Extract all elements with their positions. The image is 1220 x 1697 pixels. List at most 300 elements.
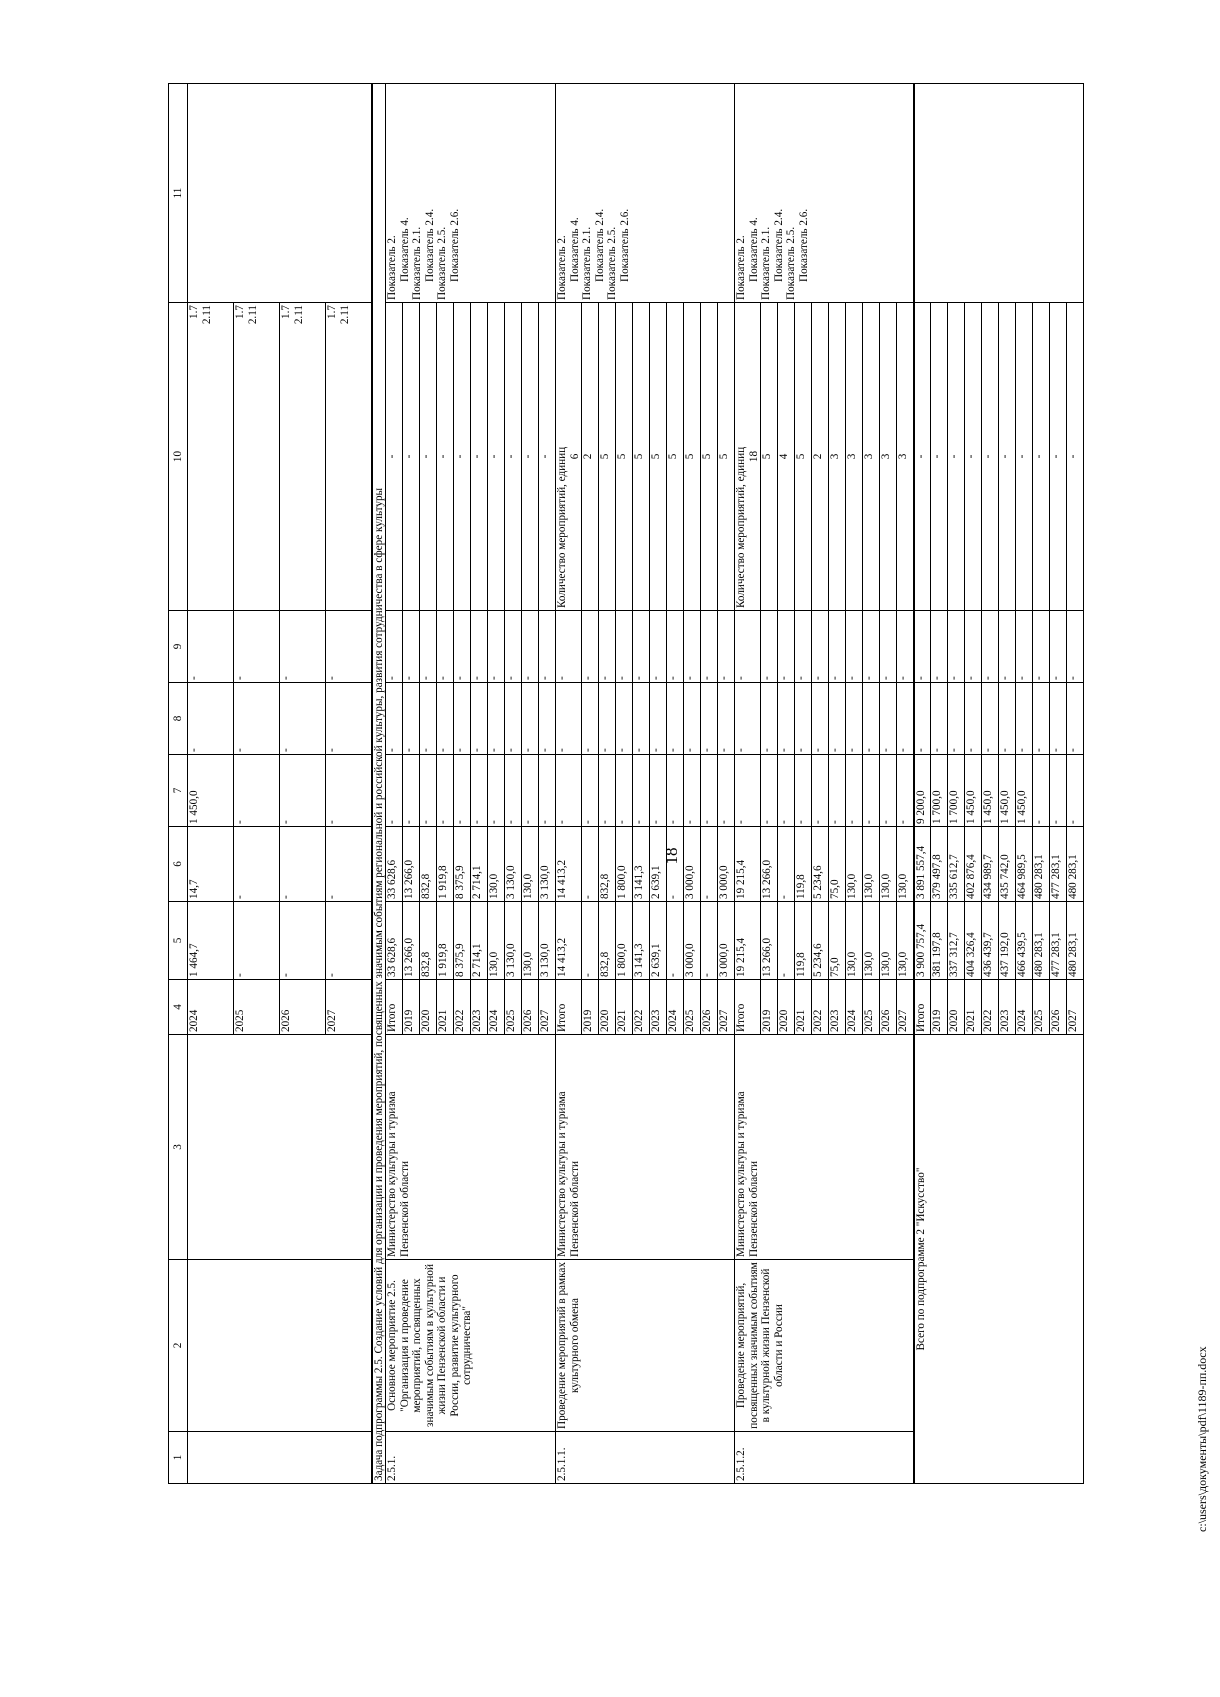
regional-budget-cell: 402 876,4 <box>965 827 982 902</box>
total-cell: 3 000,0 <box>684 902 701 980</box>
other-sources-cell: - <box>965 611 982 683</box>
other-sources-cell: - <box>684 611 701 683</box>
executor-name: Министерство культуры и туризма Пензенской области <box>386 1035 556 1260</box>
indicator-value-cell: 5 <box>633 303 650 611</box>
activity-name: Основное мероприятие 2.5. "Организация и проведение мероприятий, посвященных значимым событиям в культурной жизни Пензенской области и России, развитие культурного сотрудничества" <box>386 1260 556 1432</box>
total-cell: 404 326,4 <box>965 902 982 980</box>
regional-budget-cell: 2 714,1 <box>471 827 488 902</box>
indicator-value-cell: - <box>1033 303 1050 611</box>
other-sources-cell: - <box>1016 611 1033 683</box>
regional-budget-cell: - <box>326 827 372 902</box>
municipal-budget-cell: - <box>1033 683 1050 755</box>
year-cell: 2026 <box>522 980 539 1035</box>
total-cell: 480 283,1 <box>1033 902 1050 980</box>
municipal-budget-cell: - <box>505 683 522 755</box>
federal-budget-cell: - <box>761 755 778 827</box>
municipal-budget-cell: - <box>188 683 234 755</box>
year-cell: 2023 <box>471 980 488 1035</box>
municipal-budget-cell: - <box>386 683 403 755</box>
regional-budget-cell: - <box>280 827 326 902</box>
federal-budget-cell: 1 700,0 <box>948 755 965 827</box>
regional-budget-cell: 335 612,7 <box>948 827 965 902</box>
indicator-value-cell <box>280 303 326 611</box>
page-number: 18 <box>662 847 681 865</box>
municipal-budget-cell: - <box>914 683 931 755</box>
indicator-list-item: Показатель 2.6. <box>618 208 631 282</box>
indicator-list-item: Показатель 2.6. <box>448 208 461 282</box>
indicator-value-cell <box>188 303 234 611</box>
regional-budget-cell: 480 283,1 <box>1033 827 1050 902</box>
year-cell: 2019 <box>761 980 778 1035</box>
federal-budget-cell: 9 200,0 <box>914 755 931 827</box>
regional-budget-cell: 119,8 <box>795 827 812 902</box>
indicator-value-cell: 3 <box>863 303 880 611</box>
other-sources-cell: - <box>386 611 403 683</box>
regional-budget-cell: 5 234,6 <box>812 827 829 902</box>
municipal-budget-cell: - <box>539 683 556 755</box>
year-cell: Итого <box>386 980 403 1035</box>
other-sources-cell: - <box>505 611 522 683</box>
total-cell: 2 714,1 <box>471 902 488 980</box>
total-cell: 2 639,1 <box>650 902 667 980</box>
federal-budget-cell: - <box>633 755 650 827</box>
year-cell: 2022 <box>454 980 471 1035</box>
task-title: Задача подпрограммы 2.5. Создание условий для организации и проведения мероприятий, посвященных значимым событиям региональной и российской культуры, развития сотрудничества в сфере культуры <box>372 84 386 1484</box>
indicator-value-cell: - <box>471 303 488 611</box>
federal-budget-cell: - <box>437 755 454 827</box>
indicator-value-cell: - <box>982 303 999 611</box>
year-cell: 2020 <box>420 980 437 1035</box>
indicator-value-cell: 2 <box>582 303 599 611</box>
year-cell: 2022 <box>812 980 829 1035</box>
federal-budget-cell: - <box>778 755 795 827</box>
indicator-value-cell: - <box>522 303 539 611</box>
other-sources-cell: - <box>616 611 633 683</box>
municipal-budget-cell: - <box>280 683 326 755</box>
total-cell: - <box>234 902 280 980</box>
municipal-budget-cell: - <box>234 683 280 755</box>
other-sources-cell: - <box>1050 611 1067 683</box>
continuation-cell-3 <box>188 1035 372 1260</box>
total-cell: 1 464,7 <box>188 902 234 980</box>
executor-name: Министерство культуры и туризма Пензенской области <box>556 1035 735 1260</box>
other-sources-cell: - <box>812 611 829 683</box>
year-cell: 2022 <box>982 980 999 1035</box>
regional-budget-cell: 33 628,6 <box>386 827 403 902</box>
total-cell: 19 215,4 <box>735 902 761 980</box>
municipal-budget-cell: - <box>454 683 471 755</box>
total-cell: 1 800,0 <box>616 902 633 980</box>
regional-budget-cell: 130,0 <box>522 827 539 902</box>
municipal-budget-cell: - <box>795 683 812 755</box>
other-sources-cell: - <box>914 611 931 683</box>
indicator-ref: 2.11 <box>292 305 305 325</box>
regional-budget-cell: - <box>667 827 684 902</box>
total-cell: 130,0 <box>880 902 897 980</box>
federal-budget-cell: - <box>616 755 633 827</box>
indicator-value-cell: 5 <box>667 303 684 611</box>
indicator-value-cell: 5 <box>650 303 667 611</box>
year-cell: 2019 <box>582 980 599 1035</box>
indicator-list-item: Показатель 4. <box>747 217 760 282</box>
activity-code: 2.5.1. <box>386 1432 556 1484</box>
municipal-budget-cell: - <box>488 683 505 755</box>
total-cell: 130,0 <box>897 902 914 980</box>
other-sources-cell: - <box>437 611 454 683</box>
year-cell: 2021 <box>795 980 812 1035</box>
header-cell-3: 3 <box>169 1035 188 1260</box>
municipal-budget-cell: - <box>1067 683 1084 755</box>
municipal-budget-cell: - <box>761 683 778 755</box>
total-cell: - <box>280 902 326 980</box>
indicator-value: 6 <box>568 453 581 460</box>
indicator-value-cell: - <box>1050 303 1067 611</box>
federal-budget-cell: - <box>735 755 761 827</box>
indicator-value-cell: - <box>999 303 1016 611</box>
year-cell: 2023 <box>650 980 667 1035</box>
total-cell: 5 234,6 <box>812 902 829 980</box>
federal-budget-cell: - <box>667 755 684 827</box>
regional-budget-cell: - <box>701 827 718 902</box>
municipal-budget-cell: - <box>948 683 965 755</box>
total-cell: 130,0 <box>846 902 863 980</box>
year-cell: 2020 <box>599 980 616 1035</box>
year-cell: 2022 <box>633 980 650 1035</box>
year-cell: 2024 <box>188 980 234 1035</box>
regional-budget-cell: 130,0 <box>863 827 880 902</box>
regional-budget-cell: 3 130,0 <box>539 827 556 902</box>
municipal-budget-cell: - <box>880 683 897 755</box>
federal-budget-cell: - <box>897 755 914 827</box>
federal-budget-cell: - <box>795 755 812 827</box>
year-cell: 2021 <box>437 980 454 1035</box>
total-cell: 119,8 <box>795 902 812 980</box>
regional-budget-cell: 3 130,0 <box>505 827 522 902</box>
regional-budget-cell: 2 639,1 <box>650 827 667 902</box>
total-cell: 8 375,9 <box>454 902 471 980</box>
regional-budget-cell: 3 891 557,4 <box>914 827 931 902</box>
regional-budget-cell: 464 989,5 <box>1016 827 1033 902</box>
federal-budget-cell: - <box>684 755 701 827</box>
municipal-budget-cell: - <box>778 683 795 755</box>
regional-budget-cell: 14 413,2 <box>556 827 582 902</box>
indicator-value-cell <box>326 303 372 611</box>
municipal-budget-cell: - <box>812 683 829 755</box>
other-sources-cell: - <box>829 611 846 683</box>
table-row <box>914 84 931 1484</box>
municipal-budget-cell: - <box>684 683 701 755</box>
municipal-budget-cell: - <box>471 683 488 755</box>
indicator-list-item: Показатель 2.4. <box>772 208 785 282</box>
indicator-value-cell: - <box>965 303 982 611</box>
other-sources-cell: - <box>420 611 437 683</box>
regional-budget-cell: 1 800,0 <box>616 827 633 902</box>
indicator-list-cell <box>914 84 1084 303</box>
other-sources-cell: - <box>188 611 234 683</box>
federal-budget-cell: - <box>718 755 735 827</box>
table-row <box>556 84 582 1484</box>
federal-budget-cell: - <box>812 755 829 827</box>
year-cell: 2020 <box>778 980 795 1035</box>
indicator-ref: 2.11 <box>246 305 259 325</box>
municipal-budget-cell: - <box>701 683 718 755</box>
indicator-list-item: Показатель 2. <box>386 235 399 300</box>
municipal-budget-cell: - <box>522 683 539 755</box>
federal-budget-cell: - <box>539 755 556 827</box>
municipal-budget-cell: - <box>999 683 1016 755</box>
municipal-budget-cell: - <box>931 683 948 755</box>
municipal-budget-cell: - <box>420 683 437 755</box>
federal-budget-cell: - <box>863 755 880 827</box>
total-cell: 130,0 <box>863 902 880 980</box>
other-sources-cell: - <box>931 611 948 683</box>
total-cell: 130,0 <box>522 902 539 980</box>
indicator-value-cell: 5 <box>616 303 633 611</box>
other-sources-cell: - <box>667 611 684 683</box>
federal-budget-cell: - <box>582 755 599 827</box>
regional-budget-cell: 13 266,0 <box>761 827 778 902</box>
regional-budget-cell: - <box>778 827 795 902</box>
other-sources-cell: - <box>948 611 965 683</box>
indicator-list-item: Показатель 2.6. <box>797 208 810 282</box>
year-cell: 2026 <box>1050 980 1067 1035</box>
year-cell: 2025 <box>684 980 701 1035</box>
total-cell: - <box>667 902 684 980</box>
table-row <box>735 84 761 1484</box>
regional-budget-cell: 832,8 <box>420 827 437 902</box>
regional-budget-cell: 14,7 <box>188 827 234 902</box>
regional-budget-cell: 379 497,8 <box>931 827 948 902</box>
municipal-budget-cell: - <box>326 683 372 755</box>
federal-budget-cell: 1 450,0 <box>982 755 999 827</box>
total-cell: 437 192,0 <box>999 902 1016 980</box>
indicator-ref: 1.7 <box>280 305 292 319</box>
year-cell: 2027 <box>1067 980 1084 1035</box>
year-cell: 2019 <box>931 980 948 1035</box>
other-sources-cell: - <box>556 611 582 683</box>
total-cell: 3 130,0 <box>505 902 522 980</box>
federal-budget-cell: - <box>280 755 326 827</box>
other-sources-cell: - <box>326 611 372 683</box>
indicator-ref: 2.11 <box>338 305 351 325</box>
total-cell: 3 000,0 <box>718 902 735 980</box>
year-cell: 2019 <box>403 980 420 1035</box>
header-cell-7: 7 <box>169 755 188 827</box>
municipal-budget-cell: - <box>829 683 846 755</box>
regional-budget-cell: 13 266,0 <box>403 827 420 902</box>
municipal-budget-cell: - <box>582 683 599 755</box>
indicator-value-cell: 5 <box>718 303 735 611</box>
header-row <box>169 84 188 1484</box>
regional-budget-cell: 130,0 <box>488 827 505 902</box>
municipal-budget-cell: - <box>556 683 582 755</box>
municipal-budget-cell: - <box>650 683 667 755</box>
federal-budget-cell: - <box>701 755 718 827</box>
other-sources-cell: - <box>454 611 471 683</box>
federal-budget-cell: - <box>234 755 280 827</box>
regional-budget-cell: 130,0 <box>880 827 897 902</box>
other-sources-cell: - <box>1067 611 1084 683</box>
year-cell: 2027 <box>718 980 735 1035</box>
year-cell: 2026 <box>880 980 897 1035</box>
indicator-list-item: Показатель 2.4. <box>593 208 606 282</box>
federal-budget-cell: - <box>829 755 846 827</box>
total-cell: 3 900 757,4 <box>914 902 931 980</box>
table-row <box>386 84 403 1484</box>
header-cell-1: 1 <box>169 1432 188 1484</box>
total-cell: 13 266,0 <box>403 902 420 980</box>
indicator-name: Количество мероприятий, единиц <box>556 446 569 608</box>
other-sources-cell: - <box>761 611 778 683</box>
total-cell: 832,8 <box>420 902 437 980</box>
indicator-value-cell: - <box>1067 303 1084 611</box>
total-cell: - <box>778 902 795 980</box>
header-cell-4: 4 <box>169 980 188 1035</box>
year-cell: 2024 <box>667 980 684 1035</box>
regional-budget-cell: 480 283,1 <box>1067 827 1084 902</box>
table-body <box>169 84 1084 1484</box>
federal-budget-cell: - <box>1067 755 1084 827</box>
indicator-value: 18 <box>747 450 760 463</box>
indicator-list-cell <box>735 84 914 303</box>
activity-code: 2.5.1.2. <box>735 1432 914 1484</box>
federal-budget-cell: - <box>650 755 667 827</box>
federal-budget-cell: - <box>386 755 403 827</box>
indicator-list-item: Показатель 2.1. <box>411 226 424 300</box>
indicator-ref: 1.7 <box>188 305 200 319</box>
indicator-value-cell: - <box>1016 303 1033 611</box>
indicator-value-cell: 2 <box>812 303 829 611</box>
total-cell: 832,8 <box>599 902 616 980</box>
federal-budget-cell: - <box>1033 755 1050 827</box>
continuation-cell-1 <box>188 1432 372 1484</box>
indicator-value-cell <box>556 303 582 611</box>
indicator-list-item: Показатель 2.4. <box>423 208 436 282</box>
total-cell: 130,0 <box>488 902 505 980</box>
other-sources-cell: - <box>522 611 539 683</box>
indicator-list-item: Показатель 4. <box>568 217 581 282</box>
other-sources-cell: - <box>488 611 505 683</box>
other-sources-cell: - <box>701 611 718 683</box>
other-sources-cell: - <box>863 611 880 683</box>
indicator-name: Количество мероприятий, единиц <box>735 446 748 608</box>
indicator-value-cell: 5 <box>795 303 812 611</box>
municipal-budget-cell: - <box>437 683 454 755</box>
indicator-value-cell: - <box>454 303 471 611</box>
municipal-budget-cell: - <box>897 683 914 755</box>
regional-budget-cell: 3 000,0 <box>718 827 735 902</box>
other-sources-cell: - <box>880 611 897 683</box>
indicator-value-cell: - <box>420 303 437 611</box>
federal-budget-cell: 1 450,0 <box>965 755 982 827</box>
header-cell-9: 9 <box>169 611 188 683</box>
indicator-value-cell: - <box>386 303 403 611</box>
indicator-list-cell <box>556 84 735 303</box>
year-cell: 2027 <box>326 980 372 1035</box>
total-cell: 477 283,1 <box>1050 902 1067 980</box>
indicator-ref: 1.7 <box>326 305 338 319</box>
total-cell: 337 312,7 <box>948 902 965 980</box>
rotated-document <box>168 84 1220 1484</box>
indicator-value-cell: 3 <box>880 303 897 611</box>
year-cell: Итого <box>556 980 582 1035</box>
other-sources-cell: - <box>280 611 326 683</box>
continuation-cell-2 <box>188 1260 372 1432</box>
regional-budget-cell: 19 215,4 <box>735 827 761 902</box>
other-sources-cell: - <box>1033 611 1050 683</box>
indicator-list-item: Показатель 2.1. <box>760 226 773 300</box>
other-sources-cell: - <box>599 611 616 683</box>
federal-budget-cell: - <box>420 755 437 827</box>
year-cell: 2025 <box>234 980 280 1035</box>
federal-budget-cell: - <box>846 755 863 827</box>
indicator-value-cell: - <box>539 303 556 611</box>
year-cell: 2027 <box>897 980 914 1035</box>
municipal-budget-cell: - <box>982 683 999 755</box>
federal-budget-cell: - <box>471 755 488 827</box>
regional-budget-cell: 477 283,1 <box>1050 827 1067 902</box>
indicator-value-cell: 5 <box>761 303 778 611</box>
municipal-budget-cell: - <box>1050 683 1067 755</box>
total-cell: 381 197,8 <box>931 902 948 980</box>
other-sources-cell: - <box>897 611 914 683</box>
other-sources-cell: - <box>650 611 667 683</box>
total-cell: 13 266,0 <box>761 902 778 980</box>
federal-budget-cell: - <box>599 755 616 827</box>
header-cell-6: 6 <box>169 827 188 902</box>
regional-budget-cell: 1 919,8 <box>437 827 454 902</box>
regional-budget-cell: 3 141,3 <box>633 827 650 902</box>
federal-budget-cell: - <box>488 755 505 827</box>
indicator-list-item: Показатель 2. <box>735 235 748 300</box>
indicator-ref: 2.11 <box>200 305 213 325</box>
indicator-value-cell: - <box>505 303 522 611</box>
other-sources-cell: - <box>582 611 599 683</box>
header-cell-2: 2 <box>169 1260 188 1432</box>
federal-budget-cell: - <box>454 755 471 827</box>
year-cell: 2021 <box>965 980 982 1035</box>
federal-budget-cell: - <box>326 755 372 827</box>
total-cell: 436 439,7 <box>982 902 999 980</box>
indicator-ref: 1.7 <box>234 305 246 319</box>
regional-budget-cell: - <box>234 827 280 902</box>
federal-budget-cell: - <box>556 755 582 827</box>
municipal-budget-cell: - <box>735 683 761 755</box>
indicator-list-item: Показатель 2. <box>556 235 569 300</box>
year-cell: 2024 <box>1016 980 1033 1035</box>
year-cell: 2025 <box>863 980 880 1035</box>
indicator-value-cell: 3 <box>897 303 914 611</box>
year-cell: 2026 <box>280 980 326 1035</box>
year-cell: 2025 <box>505 980 522 1035</box>
total-cell: 1 919,8 <box>437 902 454 980</box>
regional-budget-cell: 832,8 <box>599 827 616 902</box>
indicator-list-item: Показатель 4. <box>398 217 411 282</box>
total-cell: 480 283,1 <box>1067 902 1084 980</box>
indicator-value-cell <box>735 303 761 611</box>
year-cell: Итого <box>914 980 931 1035</box>
regional-budget-cell: 130,0 <box>846 827 863 902</box>
total-cell: 466 439,5 <box>1016 902 1033 980</box>
activity-code: 2.5.1.1. <box>556 1432 735 1484</box>
indicator-value-cell: - <box>948 303 965 611</box>
federal-budget-cell: - <box>505 755 522 827</box>
header-cell-8: 8 <box>169 683 188 755</box>
subprogram-total-label: Всего по подпрограмме 2 "Искусство" <box>914 1035 1084 1484</box>
activity-name: Проведение мероприятий в рамках культурного обмена <box>556 1260 735 1432</box>
other-sources-cell: - <box>735 611 761 683</box>
regional-budget-cell: 3 000,0 <box>684 827 701 902</box>
